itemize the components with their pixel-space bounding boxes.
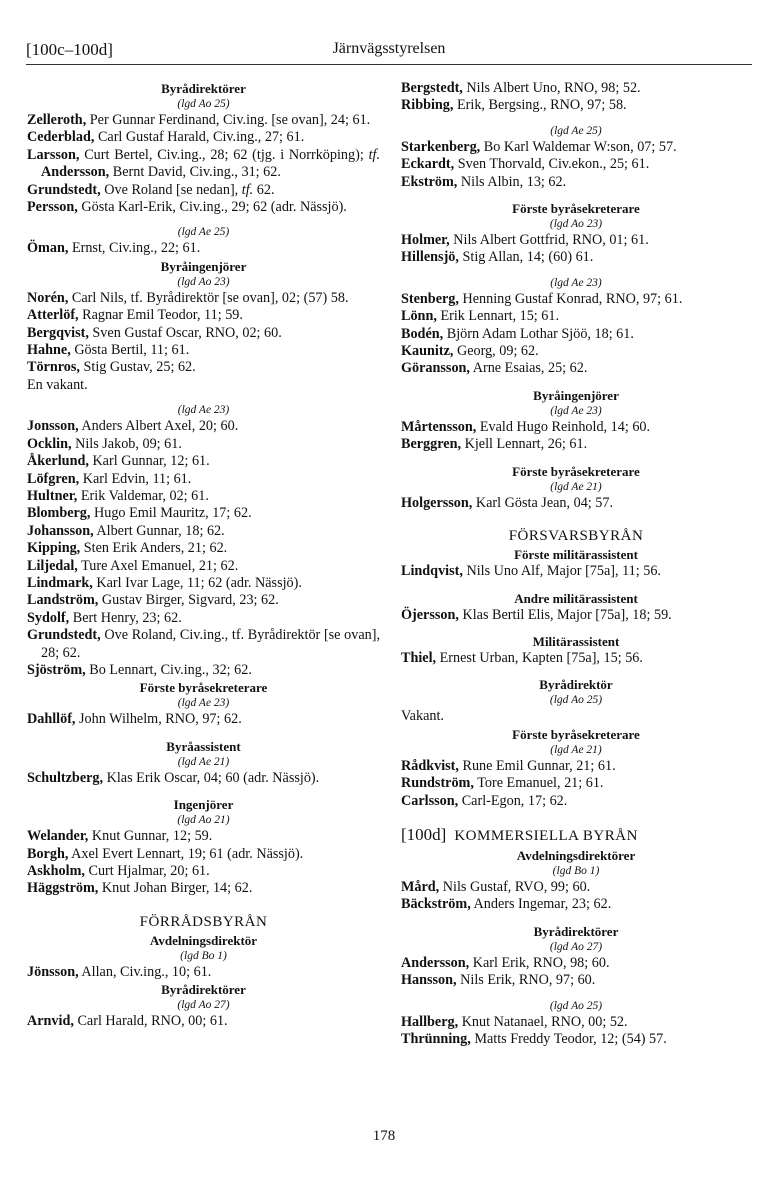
- entry: Jonsson, Anders Albert Axel, 20; 60.: [27, 418, 239, 435]
- entry: Berggren, Kjell Lennart, 26; 61.: [401, 436, 588, 453]
- entry: Bergqvist, Sven Gustaf Oscar, RNO, 02; 60.: [27, 324, 282, 341]
- entry: Lindmark, Karl Ivar Lage, 11; 62 (adr. Nässjö).: [27, 574, 302, 591]
- entry: Hallberg, Knut Natanael, RNO, 00; 52.: [401, 1013, 628, 1030]
- heading: Avdelningsdirektörer: [516, 847, 636, 863]
- entry: Grundstedt, Ove Roland, Civ.ing., tf. Byrådirektör [se ovan], 28; 62.: [27, 627, 380, 661]
- entry: Welander, Knut Gunnar, 12; 59.: [27, 828, 213, 845]
- entry: Kipping, Sten Erik Anders, 21; 62.: [27, 540, 228, 557]
- entry: Landström, Gustav Birger, Sigvard, 23; 62.: [27, 592, 279, 609]
- salary-grade: (lgd Ae 25): [177, 226, 230, 239]
- heading: Förste byråsekreterare: [512, 726, 640, 742]
- entry: Zelleroth, Per Gunnar Ferdinand, Civ.ing. [se ovan], 24; 61.: [27, 112, 371, 128]
- salary-grade: (lgd Ao 25): [549, 999, 603, 1012]
- entry: Ekström, Nils Albin, 13; 62.: [401, 173, 567, 190]
- entry: Atterlöf, Ragnar Emil Teodor, 11; 59.: [27, 307, 243, 324]
- section-title: KOMMERSIELLA BYRÅN: [454, 827, 638, 844]
- entry: Löfgren, Karl Edvin, 11; 61.: [27, 470, 192, 487]
- section-code: [100c–100d]: [26, 40, 113, 59]
- entry: Häggström, Knut Johan Birger, 14; 62.: [27, 880, 253, 897]
- entry: Sjöström, Bo Lennart, Civ.ing., 32; 62.: [27, 661, 252, 678]
- entry: Hahne, Gösta Bertil, 11; 61.: [27, 342, 190, 359]
- heading: Byrådirektör: [539, 677, 613, 693]
- entry: Holgersson, Karl Gösta Jean, 04; 57.: [401, 494, 614, 511]
- heading: Förste militärassistent: [514, 547, 638, 563]
- running-title: Järnvägsstyrelsen: [332, 40, 446, 57]
- running-header: [26, 40, 752, 65]
- entry: Schultzberg, Klas Erik Oscar, 04; 60 (adr. Nässjö).: [27, 769, 320, 786]
- heading: Byrådirektörer: [533, 923, 619, 939]
- heading: Byrådirektörer: [161, 982, 246, 998]
- heading: Byråingenjörer: [160, 258, 247, 274]
- salary-grade: (lgd Ao 21): [177, 814, 230, 827]
- heading: Ingenjörer: [173, 797, 234, 813]
- salary-grade: (lgd Ae 25): [550, 124, 602, 137]
- entry: Åkerlund, Karl Gunnar, 12; 61.: [27, 453, 210, 470]
- entry: Sydolf, Bert Henry, 23; 62.: [27, 609, 182, 626]
- heading: Förste byråsekreterare: [512, 201, 640, 217]
- entry: Thiel, Ernest Urban, Kapten [75a], 15; 56.: [401, 649, 643, 666]
- salary-grade: (lgd Bo 1): [180, 949, 227, 962]
- entry: Lönn, Erik Lennart, 15; 61.: [401, 308, 560, 325]
- section-title: FÖRRÅDSBYRÅN: [139, 913, 268, 930]
- entry: Larsson, Curt Bertel, Civ.ing., 28; 62 (tjg. i Norrköping); tf. Andersson, Bernt David, Civ.ing., 31; 62.: [27, 146, 380, 181]
- entry: En vakant.: [27, 376, 88, 393]
- entry: Grundstedt, Ove Roland [se nedan], tf. 62.: [27, 181, 275, 198]
- section-code: [100d]: [401, 824, 447, 844]
- section-title-row: [401, 824, 751, 847]
- entry: Göransson, Arne Esaias, 25; 62.: [401, 360, 588, 377]
- salary-grade: (lgd Bo 1): [552, 864, 600, 877]
- entry: Mård, Nils Gustaf, RVO, 99; 60.: [401, 878, 591, 895]
- entry: Cederblad, Carl Gustaf Harald, Civ.ing., 27; 61.: [27, 129, 305, 146]
- right-column: [401, 80, 751, 1048]
- entry: Eckardt, Sven Thorvald, Civ.ekon., 25; 61.: [401, 156, 650, 173]
- entry: Blomberg, Hugo Emil Mauritz, 17; 62.: [27, 505, 252, 522]
- page-number: 178: [372, 1128, 396, 1144]
- salary-grade: (lgd Ao 27): [549, 940, 603, 953]
- entry: Carlsson, Carl-Egon, 17; 62.: [401, 792, 568, 809]
- heading: Byrådirektörer: [161, 81, 246, 96]
- salary-grade: (lgd Ao 25): [549, 694, 603, 707]
- entry: Öman, Ernst, Civ.ing., 22; 61.: [27, 240, 201, 257]
- entry: Borgh, Axel Evert Lennart, 19; 61 (adr. Nässjö).: [27, 845, 304, 862]
- entry: Hillensjö, Stig Allan, 14; (60) 61.: [401, 249, 594, 266]
- entry: Stenberg, Henning Gustaf Konrad, RNO, 97; 61.: [401, 290, 683, 307]
- entry: Dahllöf, John Wilhelm, RNO, 97; 62.: [27, 711, 242, 728]
- entry: Johansson, Albert Gunnar, 18; 62.: [27, 522, 225, 539]
- entry: Norén, Carl Nils, tf. Byrådirektör [se ovan], 02; (57) 58.: [27, 289, 349, 306]
- heading: Förste byråsekreterare: [512, 463, 640, 479]
- salary-grade: (lgd Ae 23): [177, 404, 230, 417]
- heading: Förste byråsekreterare: [139, 680, 268, 696]
- entry: Askholm, Curt Hjalmar, 20; 61.: [27, 863, 210, 879]
- entry: Vakant.: [401, 708, 444, 725]
- entry: Lindqvist, Nils Uno Alf, Major [75a], 11; 56.: [401, 563, 661, 580]
- entry: Hultner, Erik Valdemar, 02; 61.: [27, 487, 209, 504]
- left-column: [27, 80, 380, 1031]
- entry: Bäckström, Anders Ingemar, 23; 62.: [401, 896, 612, 913]
- heading: Byråassistent: [166, 738, 241, 754]
- salary-grade: (lgd Ae 23): [550, 276, 602, 289]
- salary-grade: (lgd Ae 23): [550, 404, 602, 417]
- entry: Bodén, Björn Adam Lothar Sjöö, 18; 61.: [401, 325, 634, 342]
- salary-grade: (lgd Ao 23): [177, 275, 230, 288]
- entry: Öjersson, Klas Bertil Elis, Major [75a], 18; 59.: [401, 606, 672, 623]
- heading: Militärassistent: [532, 633, 620, 649]
- salary-grade: (lgd Ae 23): [177, 697, 230, 710]
- entry: Andersson, Karl Erik, RNO, 98; 60.: [401, 954, 610, 971]
- heading: Byråingenjörer: [533, 387, 619, 403]
- heading: Avdelningsdirektör: [149, 932, 258, 948]
- entry: Persson, Gösta Karl-Erik, Civ.ing., 29; 62 (adr. Nässjö).: [27, 199, 347, 216]
- entry: Rundström, Tore Emanuel, 21; 61.: [401, 775, 604, 792]
- entry: Bergstedt, Nils Albert Uno, RNO, 98; 52.: [401, 80, 641, 96]
- heading: Andre militärassistent: [514, 590, 638, 606]
- entry: Arnvid, Carl Harald, RNO, 00; 61.: [27, 1013, 228, 1030]
- entry: Rådkvist, Rune Emil Gunnar, 21; 61.: [401, 757, 616, 774]
- salary-grade: (lgd Ao 25): [177, 98, 230, 110]
- entry: Thrünning, Matts Freddy Teodor, 12; (54) 57.: [401, 1030, 667, 1047]
- entry: Ocklin, Nils Jakob, 09; 61.: [27, 435, 182, 452]
- entry: Starkenberg, Bo Karl Waldemar W:son, 07; 57.: [401, 138, 677, 155]
- entry: Kaunitz, Georg, 09; 62.: [401, 343, 539, 360]
- salary-grade: (lgd Ae 21): [550, 480, 602, 493]
- salary-grade: (lgd Ae 21): [177, 755, 230, 768]
- salary-grade: (lgd Ao 27): [177, 999, 230, 1012]
- entry: Liljedal, Ture Axel Emanuel, 21; 62.: [27, 557, 239, 574]
- salary-grade: (lgd Ae 21): [550, 743, 602, 756]
- entry: Törnros, Stig Gustav, 25; 62.: [27, 359, 196, 376]
- entry: Mårtensson, Evald Hugo Reinhold, 14; 60.: [401, 418, 651, 435]
- section-title: FÖRSVARSBYRÅN: [508, 528, 644, 545]
- entry: Ribbing, Erik, Bergsing., RNO, 97; 58.: [401, 97, 627, 114]
- salary-grade: (lgd Ao 23): [549, 218, 603, 231]
- entry: Jönsson, Allan, Civ.ing., 10; 61.: [27, 963, 212, 980]
- entry: Hansson, Nils Erik, RNO, 97; 60.: [401, 972, 596, 989]
- entry: Holmer, Nils Albert Gottfrid, RNO, 01; 61.: [401, 232, 649, 249]
